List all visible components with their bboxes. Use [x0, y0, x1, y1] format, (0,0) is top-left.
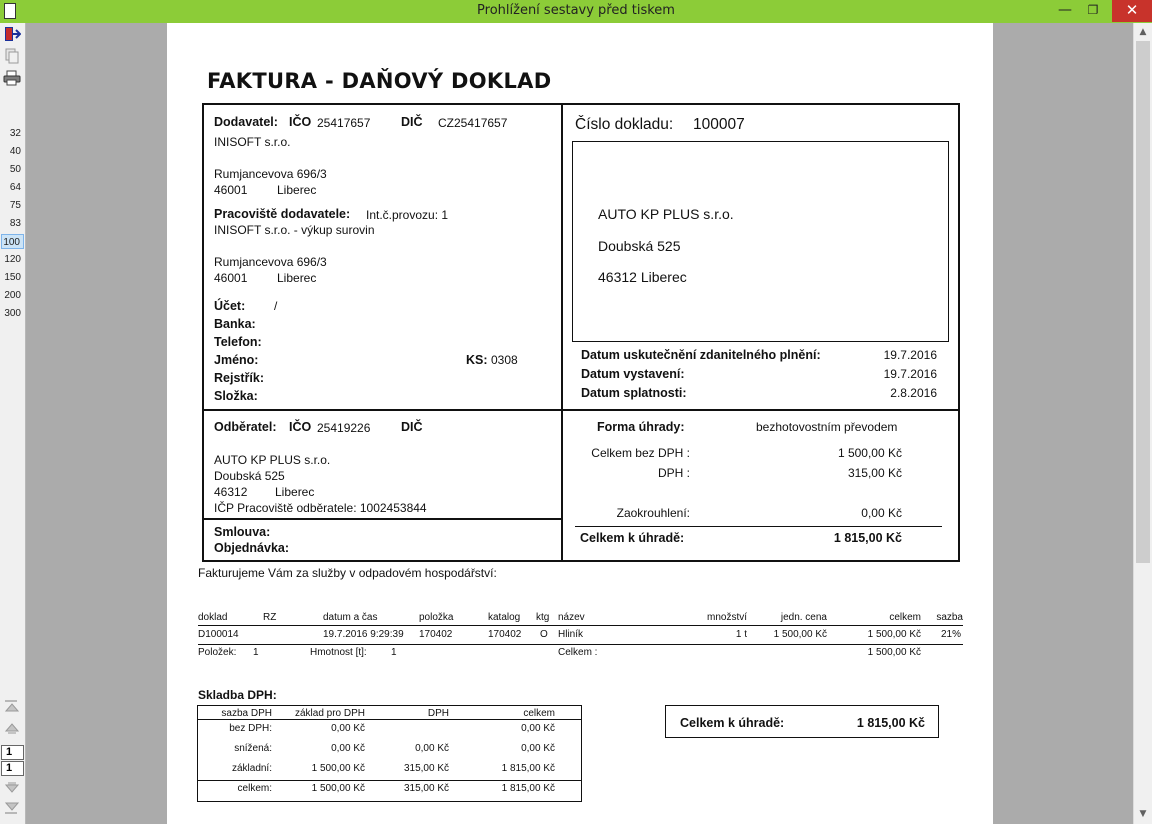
- customer-ico-label: IČO: [289, 420, 312, 434]
- zoom-option[interactable]: 50: [9, 164, 21, 175]
- vat-cell: 0,00 Kč: [521, 723, 555, 734]
- grand-total-value: 1 815,00 Kč: [856, 716, 925, 730]
- header-divider: [561, 103, 563, 562]
- date-value: 19.7.2016: [883, 367, 937, 381]
- print-icon[interactable]: [3, 70, 21, 86]
- total-value: 1 815,00 Kč: [833, 531, 902, 545]
- supplier-zip: 46001: [214, 183, 248, 197]
- order-label: Objednávka:: [214, 541, 290, 555]
- exit-icon[interactable]: [3, 26, 21, 42]
- zoom-option[interactable]: 83: [9, 218, 21, 229]
- vat-total-cell: 1 500,00 Kč: [311, 783, 365, 794]
- workplace-city: Liberec: [277, 271, 317, 285]
- date-value: 2.8.2016: [890, 386, 937, 400]
- vat-header-cell: základ pro DPH: [294, 708, 365, 719]
- zoom-option[interactable]: 32: [9, 128, 21, 139]
- doc-number-label: Číslo dokladu:: [575, 116, 674, 133]
- supplier-dic-label: DIČ: [401, 115, 423, 129]
- vat-cell: 0,00 Kč: [521, 743, 555, 754]
- doc-number: 100007: [693, 116, 745, 133]
- rounding-value: 0,00 Kč: [861, 506, 902, 520]
- date-label: Datum uskutečnění zdanitelného plnění:: [581, 348, 821, 362]
- vat-table-line: [197, 780, 582, 781]
- item-cell: 1 500,00 Kč: [867, 629, 921, 640]
- items-footer-line: [198, 644, 963, 645]
- scrollbar-thumb[interactable]: [1136, 41, 1150, 563]
- workplace-street: Rumjancevova 696/3: [214, 255, 327, 269]
- zoom-option[interactable]: 300: [4, 308, 21, 319]
- date-label: Datum vystavení:: [581, 367, 685, 381]
- workplace-value: Int.č.provozu: 1: [366, 208, 449, 222]
- items-total: 1 500,00 Kč: [867, 647, 921, 658]
- customer-dic-label: DIČ: [401, 420, 423, 434]
- item-cell: D100014: [198, 629, 239, 640]
- item-cell: 1 500,00 Kč: [773, 629, 827, 640]
- address-line: Doubská 525: [598, 238, 681, 254]
- item-cell: 170402: [488, 629, 522, 640]
- customer-ico: 25419226: [317, 421, 371, 435]
- zoom-option[interactable]: 200: [4, 290, 21, 301]
- items-header-cell: celkem: [889, 612, 921, 623]
- vat-cell: základní:: [231, 763, 272, 774]
- vat-header-cell: DPH: [427, 708, 449, 719]
- supplier-city: Liberec: [277, 183, 317, 197]
- customer-name: AUTO KP PLUS s.r.o.: [214, 453, 331, 467]
- zoom-option[interactable]: 40: [9, 146, 21, 157]
- items-header-cell: jedn. cena: [780, 612, 827, 623]
- zoom-option[interactable]: 150: [4, 272, 21, 283]
- vat-cell: 1 815,00 Kč: [501, 763, 555, 774]
- current-page-field[interactable]: 1: [1, 745, 24, 760]
- vat-cell: 1 500,00 Kč: [311, 763, 365, 774]
- zoom-option-selected[interactable]: 100: [1, 234, 24, 249]
- vat-table-line: [197, 719, 582, 720]
- window-title: Prohlížení sestavy před tiskem: [477, 3, 675, 18]
- items-header-cell: množství: [706, 612, 747, 623]
- items-header-cell: ktg: [536, 612, 550, 623]
- zoom-option[interactable]: 64: [9, 182, 21, 193]
- address-line: 46312 Liberec: [598, 269, 687, 285]
- workplace-zip: 46001: [214, 271, 248, 285]
- vat-total-cell: 315,00 Kč: [403, 783, 449, 794]
- items-header-cell: název: [558, 612, 585, 623]
- vat-value: 315,00 Kč: [847, 466, 902, 480]
- item-cell: 21%: [940, 629, 961, 640]
- report-page: [167, 23, 993, 824]
- window-titlebar: [0, 0, 1152, 23]
- vat-total-cell: 1 815,00 Kč: [501, 783, 555, 794]
- vat-label: DPH :: [657, 466, 690, 480]
- zoom-option[interactable]: 75: [9, 200, 21, 211]
- items-header-cell: sazba: [936, 612, 963, 623]
- contract-label: Smlouva:: [214, 525, 271, 539]
- item-cell: 1 t: [735, 629, 747, 640]
- phone-label: Telefon:: [214, 335, 262, 349]
- minimize-button[interactable]: —: [1058, 2, 1072, 18]
- preview-toolbar: [0, 23, 26, 824]
- customer-label: Odběratel:: [214, 420, 277, 434]
- weight-value: 1: [391, 647, 397, 658]
- vat-total-cell: celkem:: [237, 783, 272, 794]
- net-value: 1 500,00 Kč: [837, 446, 902, 460]
- vat-cell: 0,00 Kč: [331, 743, 365, 754]
- weight-label: Hmotnost [t]:: [310, 647, 367, 658]
- name-label: Jméno:: [214, 353, 259, 367]
- header-divider: [202, 518, 563, 520]
- total-pages-field: 1: [1, 761, 24, 776]
- intro-text: Fakturujeme Vám za služby v odpadovém hospodářství:: [198, 566, 497, 580]
- last-page-icon[interactable]: [4, 801, 20, 815]
- folder-label: Složka:: [214, 389, 258, 403]
- items-header-cell: položka: [419, 612, 454, 623]
- payment-divider: [575, 526, 942, 527]
- ks-value: 0308: [491, 353, 518, 367]
- preview-area: [27, 23, 1133, 824]
- items-header-cell: RZ: [263, 612, 277, 623]
- next-page-icon[interactable]: [4, 781, 20, 795]
- vertical-scrollbar[interactable]: [1133, 23, 1152, 824]
- items-count-label: Položek:: [198, 647, 237, 658]
- customer-zip: 46312: [214, 485, 248, 499]
- bank-label: Banka:: [214, 317, 256, 331]
- vat-cell: 0,00 Kč: [331, 723, 365, 734]
- supplier-label: Dodavatel:: [214, 115, 278, 129]
- scroll-up-icon[interactable]: ▲: [1139, 27, 1147, 37]
- item-cell: O: [540, 629, 548, 640]
- customer-street: Doubská 525: [214, 469, 285, 483]
- grand-total-label: Celkem k úhradě:: [680, 716, 785, 730]
- account-value: /: [274, 299, 278, 313]
- invoice-title: FAKTURA - DAŇOVÝ DOKLAD: [207, 69, 552, 93]
- items-header-cell: doklad: [198, 612, 228, 623]
- net-label: Celkem bez DPH :: [591, 446, 690, 460]
- payment-form-label: Forma úhrady:: [597, 420, 685, 434]
- scroll-down-icon[interactable]: ▼: [1139, 809, 1147, 819]
- supplier-ico-label: IČO: [289, 115, 312, 129]
- date-value: 19.7.2016: [883, 348, 937, 362]
- items-header-cell: datum a čas: [323, 612, 378, 623]
- vat-breakdown-title: Skladba DPH:: [198, 688, 277, 702]
- first-page-icon[interactable]: [4, 699, 20, 713]
- ks-label: KS:: [466, 353, 488, 367]
- vat-cell: 315,00 Kč: [403, 763, 449, 774]
- items-total-label: Celkem :: [558, 647, 598, 658]
- address-line: AUTO KP PLUS s.r.o.: [598, 206, 734, 222]
- items-count: 1: [253, 647, 259, 658]
- item-cell: 170402: [419, 629, 453, 640]
- date-label: Datum splatnosti:: [581, 386, 687, 400]
- items-header-cell: katalog: [488, 612, 521, 623]
- vat-cell: bez DPH:: [229, 723, 272, 734]
- payment-form-value: bezhotovostním převodem: [756, 420, 898, 434]
- account-label: Účet:: [214, 299, 246, 313]
- header-divider: [202, 409, 960, 411]
- rounding-label: Zaokrouhlení:: [616, 506, 690, 520]
- maximize-button[interactable]: ❐: [1087, 3, 1099, 17]
- pages-icon[interactable]: [3, 48, 21, 64]
- zoom-option[interactable]: 120: [4, 254, 21, 265]
- items-header-line: [198, 625, 963, 626]
- supplier-ico: 25417657: [317, 116, 371, 130]
- customer-city: Liberec: [275, 485, 315, 499]
- register-label: Rejstřík:: [214, 371, 265, 385]
- item-cell: Hliník: [558, 629, 584, 640]
- vat-cell: 0,00 Kč: [415, 743, 449, 754]
- supplier-street: Rumjancevova 696/3: [214, 167, 327, 181]
- customer-icp: IČP Pracoviště odběratele: 1002453844: [214, 501, 427, 515]
- close-button[interactable]: ✕: [1112, 0, 1152, 22]
- workplace-name: INISOFT s.r.o. - výkup surovin: [214, 223, 375, 237]
- workplace-label: Pracoviště dodavatele:: [214, 207, 351, 221]
- previous-page-icon[interactable]: [4, 721, 20, 735]
- vat-header-cell: sazba DPH: [221, 708, 272, 719]
- item-cell: 19.7.2016 9:29:39: [323, 629, 404, 640]
- vat-header-cell: celkem: [523, 708, 555, 719]
- supplier-name: INISOFT s.r.o.: [214, 135, 291, 149]
- vat-cell: snížená:: [234, 743, 272, 754]
- total-label: Celkem k úhradě:: [580, 531, 685, 545]
- supplier-dic: CZ25417657: [438, 116, 508, 130]
